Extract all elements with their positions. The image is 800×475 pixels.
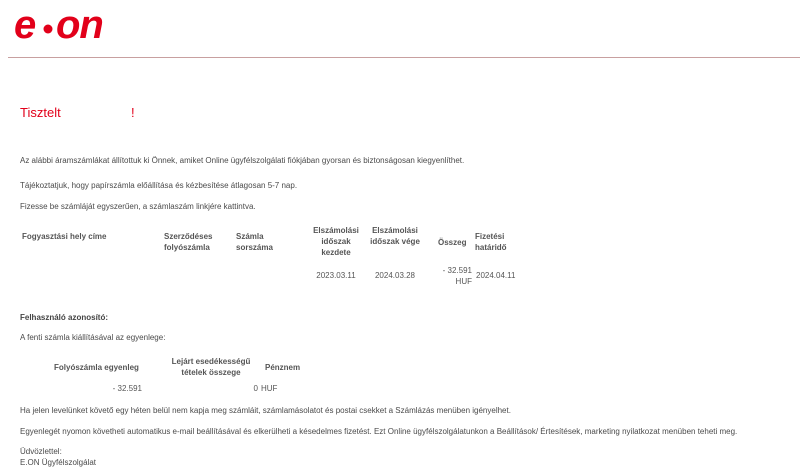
svg-text:on: on	[56, 6, 103, 46]
header-invoice-no: Számla sorszáma	[236, 232, 273, 252]
header-account: Szerződéses folyószámla	[164, 232, 213, 252]
cell-period-start: 2023.03.11	[316, 271, 356, 280]
header-divider	[8, 57, 800, 58]
cell-overdue: 0	[253, 384, 258, 393]
header-overdue: Lejárt esedékességű tételek összege	[171, 357, 251, 377]
intro-text-2: Tájékoztatjuk, hogy papírszámla előállítása és kézbesítése átlagosan 5-7 nap.	[20, 181, 298, 190]
header-currency: Pénznem	[265, 363, 301, 372]
signature-text: E.ON Ügyfélszolgálat	[20, 458, 97, 467]
header-account-balance: Folyószámla egyenleg	[54, 363, 139, 372]
greeting	[20, 105, 135, 120]
regards-text: Üdvözlettel:	[20, 447, 62, 456]
header-period-end: Elszámolási időszak vége	[370, 226, 420, 246]
cell-due: 2024.04.11	[476, 271, 516, 280]
cell-account-balance: - 32.591	[112, 384, 142, 393]
cell-period-end: 2024.03.28	[374, 271, 416, 280]
intro-text-1: Az alábbi áramszámlákat állítottuk ki Önnek, amiket Online ügyfélszolgálati fiókjában gyorsan és biztonságosan kiegyenlíthet.	[20, 156, 465, 165]
header-location: Fogyasztási hely címe	[22, 232, 107, 241]
cell-amount-value: - 32.591	[442, 266, 472, 275]
header-due: Fizetési határidő	[475, 232, 507, 252]
cell-amount-currency: HUF	[455, 277, 472, 286]
header-amount: Összeg	[438, 238, 467, 247]
intro-text-3: Fizesse be számláját egyszerűen, a számlaszám linkjére kattintva.	[20, 202, 256, 211]
greeting-exclamation: !	[131, 105, 135, 120]
balance-intro: A fenti számla kiállításával az egyenlege:	[20, 333, 166, 342]
svg-text:e: e	[14, 6, 36, 46]
footer-text-2: Egyenlegét nyomon követheti automatikus e-mail beállításával és elkerülheti a késedelmes fizetést. Ezt Online ügyfélszolgálatunkon a Beállítások/ Értesítések, marketing nyilatkozat menüben teheti meg.	[20, 427, 738, 436]
cell-currency: HUF	[261, 384, 278, 393]
user-id-label: Felhasználó azonosító:	[20, 313, 109, 322]
header-period-start: Elszámolási időszak kezdete	[313, 226, 359, 257]
greeting-salutation: Tisztelt	[20, 105, 61, 120]
footer-text-1: Ha jelen levelünket követő egy héten belül nem kapja meg számláit, számlamásolatot és postai csekket a Számlázás menüben igényelhet.	[20, 406, 511, 415]
eon-logo	[14, 6, 134, 46]
